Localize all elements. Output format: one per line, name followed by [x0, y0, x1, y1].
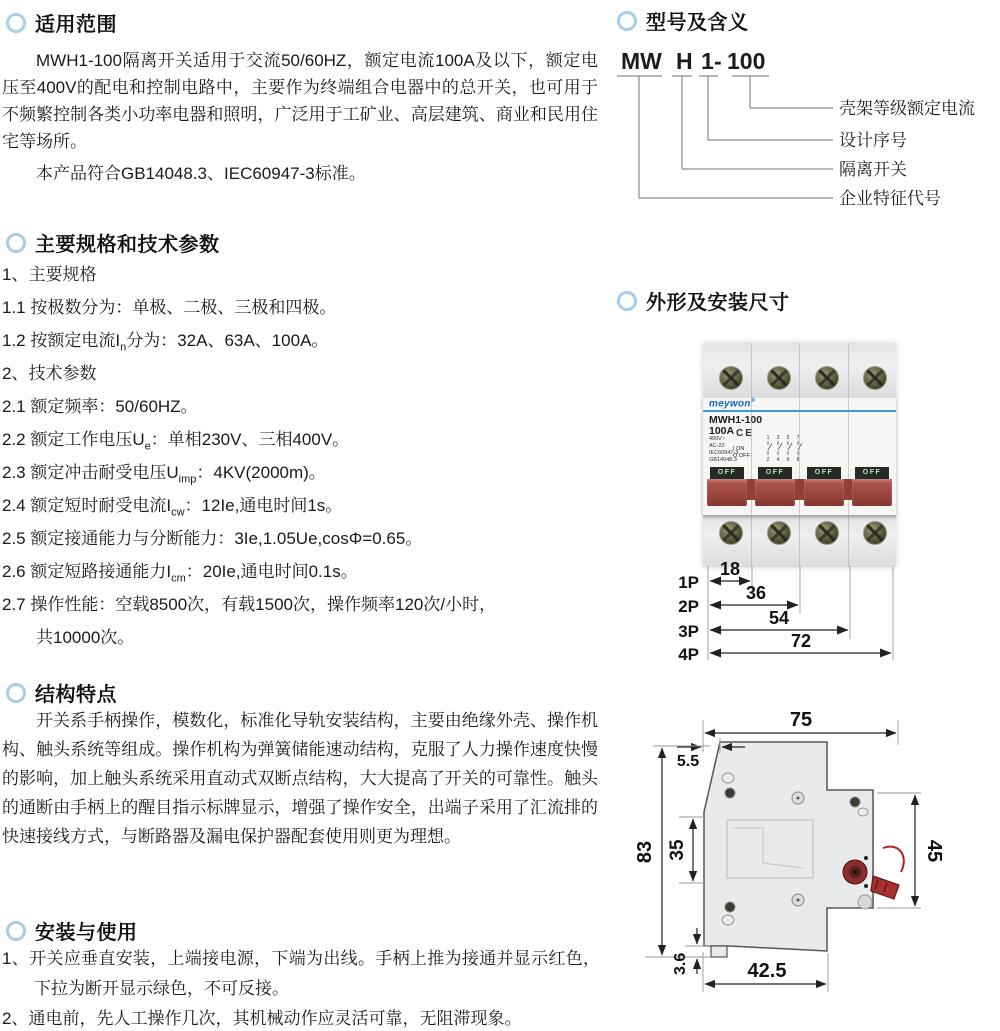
section-header-specs [6, 228, 220, 257]
ce-mark: CE [736, 428, 754, 439]
off-indicator-strip: OFF [807, 467, 841, 479]
model-label-company-code: 企业特征代号 [839, 189, 941, 208]
device-model-text: MWH1-100 [709, 414, 763, 426]
section-title-scope: 适用范围 [35, 14, 117, 36]
section-header-structure [6, 678, 117, 707]
terminal-screw-icon [767, 521, 791, 545]
spec-item: 1.2 按额定电流$I_n$分为：32A、63A、100A。 [2, 331, 329, 354]
spec-item: 1.1 按极数分为：单极、二极、三极和四极。 [2, 298, 337, 317]
pole-row-label: 3P [678, 622, 699, 641]
device-on-off-marks [733, 446, 750, 460]
model-code-serial: 1 [701, 48, 714, 74]
terminal-screw-icon [719, 521, 743, 545]
section-title-structure: 结构特点 [35, 684, 117, 706]
pole-row-value: 54 [768, 608, 790, 628]
section-bullet-icon [617, 11, 637, 31]
device-standard-2: GB14048.3 [709, 457, 737, 463]
pole-row-label: 4P [678, 645, 699, 664]
wiring-schematic-icon [763, 434, 807, 462]
dim-clip-depth: 3.6 [672, 952, 689, 975]
device-on-label: I ON [733, 446, 745, 452]
pole-row-value: 36 [745, 583, 767, 603]
terminal-screw-icon [863, 521, 887, 545]
spec-item: 2.5 额定接通能力与分断能力：3Ie,1.05Ue,cosΦ=0.65。 [2, 529, 423, 548]
svg-text:1: 1 [766, 435, 770, 441]
model-label-isolator: 隔离开关 [839, 160, 907, 179]
dim-base-width: 42.5 [747, 960, 787, 982]
section-title-install: 安装与使用 [35, 922, 138, 944]
dim-mid-height: 35 [667, 839, 688, 861]
din-clip [711, 946, 727, 957]
switch-handle [804, 479, 844, 506]
pole-row-label: 2P [678, 597, 699, 616]
brand-logo: meywon® [709, 398, 756, 410]
device-utilization: AC-22 [709, 443, 725, 449]
spec-item: 2.3 额定冲击耐受电压$U_{imp}$：4KV(2000m)。 [2, 463, 326, 486]
pole-separator [796, 343, 800, 567]
svg-text:6: 6 [786, 457, 790, 462]
side-view-drawing [615, 700, 1000, 1025]
spec-item: 1、主要规格 [2, 265, 97, 284]
section-header-install [6, 916, 138, 945]
section-title-model: 型号及含义 [646, 12, 749, 34]
svg-text:2: 2 [766, 457, 770, 462]
spec-list [2, 258, 598, 654]
switch-handle [707, 479, 747, 506]
section-header-model [617, 6, 749, 35]
dim-right-height: 45 [923, 839, 945, 863]
pole-width-dimensions [615, 560, 1000, 668]
device-voltage: 400V~ [709, 436, 726, 442]
off-indicator-strip: OFF [855, 467, 889, 479]
terminal-screw-icon [815, 521, 839, 545]
scope-standards: 本产品符合GB14048.3、IEC60947-3标准。 [36, 164, 366, 183]
switch-handle [852, 479, 892, 506]
pole-row-label: 1P [678, 573, 699, 592]
scope-paragraph: MWH1-100隔离开关适用于交流50/60HZ，额定电流100A及以下，额定电压至400V的配电和控制电路中，主要作为终端组合电器中的总开关，也可用于不频繁控制各类小功率电器和照明，广泛用于工矿业、高层建筑、商业和民用住宅等场所。 [2, 51, 598, 151]
section-title-specs: 主要规格和技术参数 [35, 234, 220, 256]
terminal-screw-icon [719, 366, 743, 390]
section-title-dimensions: 外形及安装尺寸 [646, 292, 790, 314]
svg-text:3: 3 [776, 435, 780, 441]
pole-row-value: 18 [719, 560, 741, 579]
section-header-dimensions [617, 286, 790, 315]
model-code-frame: 100 [727, 48, 766, 74]
svg-text:8: 8 [796, 457, 800, 462]
install-item: 2、通电前，先人工操作几次，其机械动作应灵活可靠，无阻滞现象。 [2, 1009, 522, 1028]
device-current-text: 100A [709, 425, 735, 437]
structure-paragraph: 开关系手柄操作，模数化，标准化导轨安装结构，主要由绝缘外壳、操作机构、触头系统等组成。操作机构为弹簧储能速动结构，克服了人力操作速度快慢的影响，加上触头系统采用直动式双断点结构，大大提高了开关的可靠性。触头的通断由手柄上的醒目指示标牌显示，增强了操作安全，出端子采用了汇流排的快速接线方式，与断路器及漏电保护器配套使用则更为理想。 [2, 711, 598, 846]
section-bullet-icon [6, 13, 26, 33]
section-bullet-icon [6, 233, 26, 253]
off-indicator-strip: OFF [758, 467, 792, 479]
svg-text:4: 4 [776, 457, 780, 462]
switch-handle [755, 479, 795, 506]
spec-item: 2、技术参数 [2, 364, 97, 383]
spec-item: 2.4 额定短时耐受电流$I_{cw}$：12Ie,通电时间1s。 [2, 496, 343, 519]
pole-separator [848, 343, 849, 567]
model-meaning-diagram [615, 40, 1000, 225]
handle-spring [883, 847, 904, 872]
device-off-label: O OFF [733, 453, 750, 459]
model-code-mw: MW [621, 48, 662, 74]
section-header-scope [6, 8, 117, 37]
device-standard-1: IEC60947-3 [709, 450, 739, 456]
breaker-photo [703, 343, 896, 567]
dim-height: 83 [634, 840, 656, 864]
section-bullet-icon [6, 683, 26, 703]
svg-text:7: 7 [796, 435, 800, 441]
spec-item: 2.6 额定短路接通能力$I_{cm}$：20Ie,通电时间0.1s。 [2, 562, 358, 585]
dim-top-offset: 5.5 [676, 753, 700, 770]
section-bullet-icon [617, 291, 637, 311]
dim-width: 75 [789, 709, 813, 731]
section-bullet-icon [6, 921, 26, 941]
terminal-screw-icon [863, 366, 887, 390]
model-code-dash: - [714, 48, 722, 74]
svg-text:5: 5 [786, 435, 790, 441]
pole-row-value: 72 [790, 631, 812, 651]
right-column [615, 0, 1000, 1031]
install-item: 1、开关应垂直安装，上端接电源，下端为出线。手柄上推为接通并显示红色，下拉为断开显示绿色，不可反接。 [2, 949, 600, 998]
model-code-h: H [676, 48, 693, 74]
spec-item: 2.2 额定工作电压$U_e$：单相230V、三相400V。 [2, 430, 350, 453]
terminal-screw-icon [815, 366, 839, 390]
model-label-frame-current: 壳架等级额定电流 [839, 99, 975, 118]
off-indicator-strip: OFF [710, 467, 744, 479]
spec-item: 2.7 操作性能：空载8500次，有载1500次，操作频率120次/小时， 共10000次。 [2, 595, 497, 647]
install-list [2, 944, 600, 1031]
pole-separator [751, 343, 752, 567]
terminal-screw-icon [767, 366, 791, 390]
spec-item: 2.1 额定频率：50/60HZ。 [2, 397, 198, 416]
model-label-design-serial: 设计序号 [839, 131, 907, 150]
